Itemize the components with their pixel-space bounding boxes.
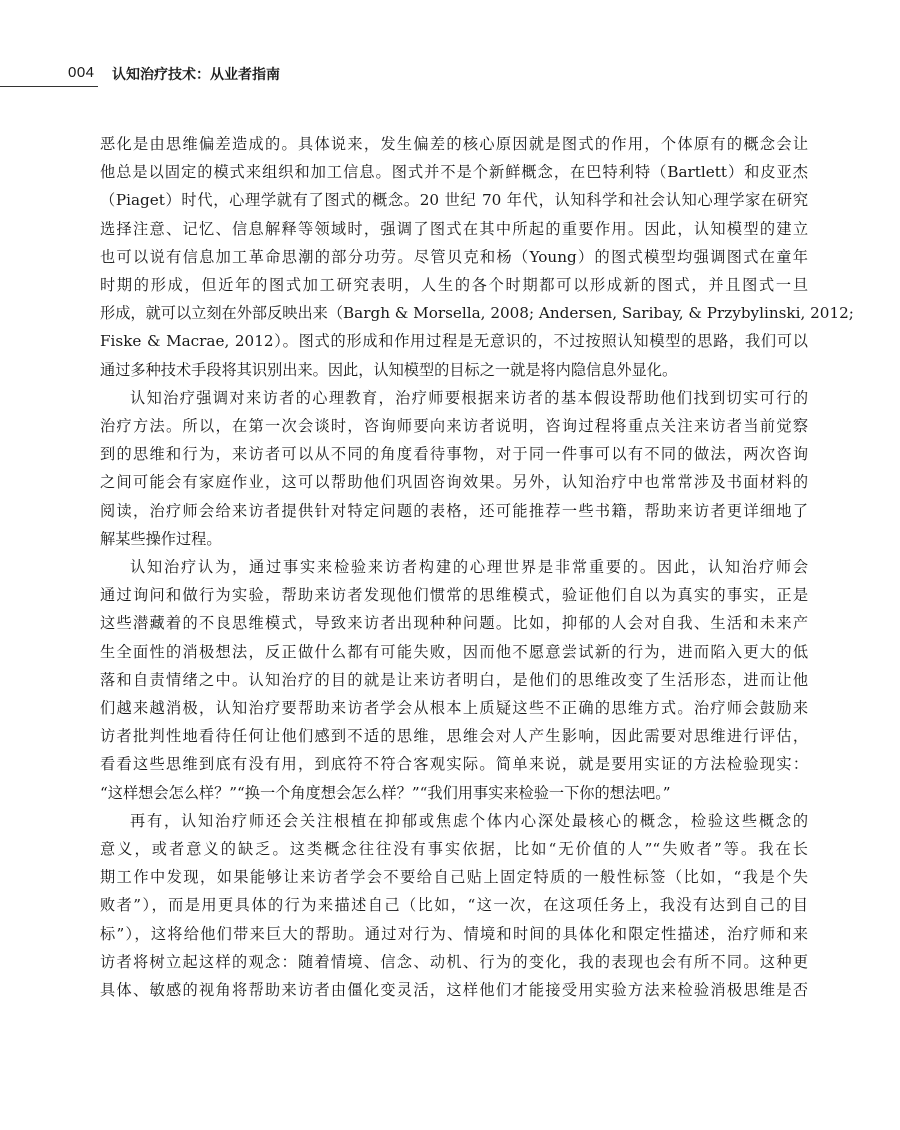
text-line: 通过询问和做行为实验，帮助来访者发现他们惯常的思维模式，验证他们自以为真实的事实，正是 <box>100 586 808 605</box>
text-line: 选择注意、记忆、信息解释等领域时，强调了图式在其中所起的重要作用。因此，认知模型的建立 <box>100 219 808 238</box>
text-line: 认知治疗强调对来访者的心理教育，治疗师要根据来访者的基本假设帮助他们找到切实可行的 <box>130 388 808 407</box>
text-line: 到的思维和行为，来访者可以从不同的角度看待事物，对于同一件事可以有不同的做法，两次咨询 <box>100 445 808 464</box>
text-line: 们越来越消极，认知治疗要帮助来访者学会从根本上质疑这些不正确的思维方式。治疗师会鼓励来 <box>100 699 808 718</box>
text-line: 期工作中发现，如果能够让来访者学会不要给自己贴上固定特质的一般性标签（比如，“我是个失 <box>100 868 808 887</box>
header-rule <box>0 86 98 87</box>
text-line: 落和自责情绪之中。认知治疗的目的就是让来访者明白，是他们的思维改变了生活形态，进而让他 <box>100 670 808 689</box>
paragraph <box>100 807 808 1004</box>
text-line: 看看这些思维到底有没有用，到底符不符合客观实际。简单来说，就是要用实证的方法检验现实： <box>100 755 808 774</box>
page-number: 004 <box>68 64 95 81</box>
text-line: 再有，认知治疗师还会关注根植在抑郁或焦虑个体内心深处最核心的概念，检验这些概念的 <box>130 811 808 830</box>
text-line: 时期的形成，但近年的图式加工研究表明，人生的各个时期都可以形成新的图式，并且图式一旦 <box>100 276 808 295</box>
text-line: 形成，就可以立刻在外部反映出来（Bargh & Morsella, 2008; Andersen, Saribay, & Przybylinski, 2012; <box>100 304 854 323</box>
text-line: 生全面性的消极想法，反正做什么都有可能失败，因而他不愿意尝试新的行为，进而陷入更大的低 <box>100 642 808 661</box>
paragraph <box>100 553 808 807</box>
book-title: 认知治疗技术：从业者指南 <box>112 67 280 83</box>
text-line: 解某些操作过程。 <box>100 529 222 548</box>
text-line: 恶化是由思维偏差造成的。具体说来，发生偏差的核心原因就是图式的作用，个体原有的概念会让 <box>100 135 808 153</box>
running-header <box>0 64 900 92</box>
text-line: 具体、敏感的视角将帮助来访者由僵化变灵活，这样他们才能接受用实验方法来检验消极思维是否 <box>100 981 808 1000</box>
text-line: 访者批判性地看待任何让他们感到不适的思维，思维会对人产生影响，因此需要对思维进行评估， <box>100 727 808 746</box>
body-text <box>100 130 854 1004</box>
paragraph <box>100 130 854 384</box>
text-line: 意义，或者意义的缺乏。这类概念往往没有事实依据，比如“无价值的人”“失败者”等。我在长 <box>100 840 808 859</box>
text-line: 这些潜藏着的不良思维模式，导致来访者出现种种问题。比如，抑郁的人会对自我、生活和未来产 <box>100 614 808 633</box>
text-line: 访者将树立起这样的观念：随着情境、信念、动机、行为的变化，我的表现也会有所不同。这种更 <box>100 952 808 971</box>
text-line: （Piaget）时代，心理学就有了图式的概念。20 世纪 70 年代，认知科学和社会认知心理学家在研究 <box>100 191 808 210</box>
text-line: 认知治疗认为，通过事实来检验来访者构建的心理世界是非常重要的。因此，认知治疗师会 <box>130 558 808 577</box>
text-line: Fiske & Macrae, 2012）。图式的形成和作用过程是无意识的，不过按照认知模型的思路，我们可以 <box>100 332 808 351</box>
text-line: “这样想会怎么样？”“换一个角度想会怎么样？”“我们用事实来检验一下你的想法吧。” <box>100 783 671 802</box>
text-line: 标”），这将给他们带来巨大的帮助。通过对行为、情境和时间的具体化和限定性描述，治疗师和来 <box>100 924 808 943</box>
text-line: 也可以说有信息加工革命思潮的部分功劳。尽管贝克和杨（Young）的图式模型均强调图式在童年 <box>100 247 808 266</box>
text-line: 通过多种技术手段将其识别出来。因此，认知模型的目标之一就是将内隐信息外显化。 <box>100 360 678 379</box>
text-line: 败者”），而是用更具体的行为来描述自己（比如，“这一次，在这项任务上，我没有达到自己的目 <box>100 896 808 915</box>
text-line: 之间可能会有家庭作业，这可以帮助他们巩固咨询效果。另外，认知治疗中也常常涉及书面材料的 <box>100 473 808 492</box>
text-line: 他总是以固定的模式来组织和加工信息。图式并不是个新鲜概念，在巴特利特（Bartlett）和皮亚杰 <box>100 163 808 182</box>
text-line: 阅读，治疗师会给来访者提供针对特定问题的表格，还可能推荐一些书籍，帮助来访者更详细地了 <box>100 501 808 520</box>
paragraph <box>100 384 808 553</box>
text-line: 治疗方法。所以，在第一次会谈时，咨询师要向来访者说明，咨询过程将重点关注来访者当前觉察 <box>100 417 808 436</box>
